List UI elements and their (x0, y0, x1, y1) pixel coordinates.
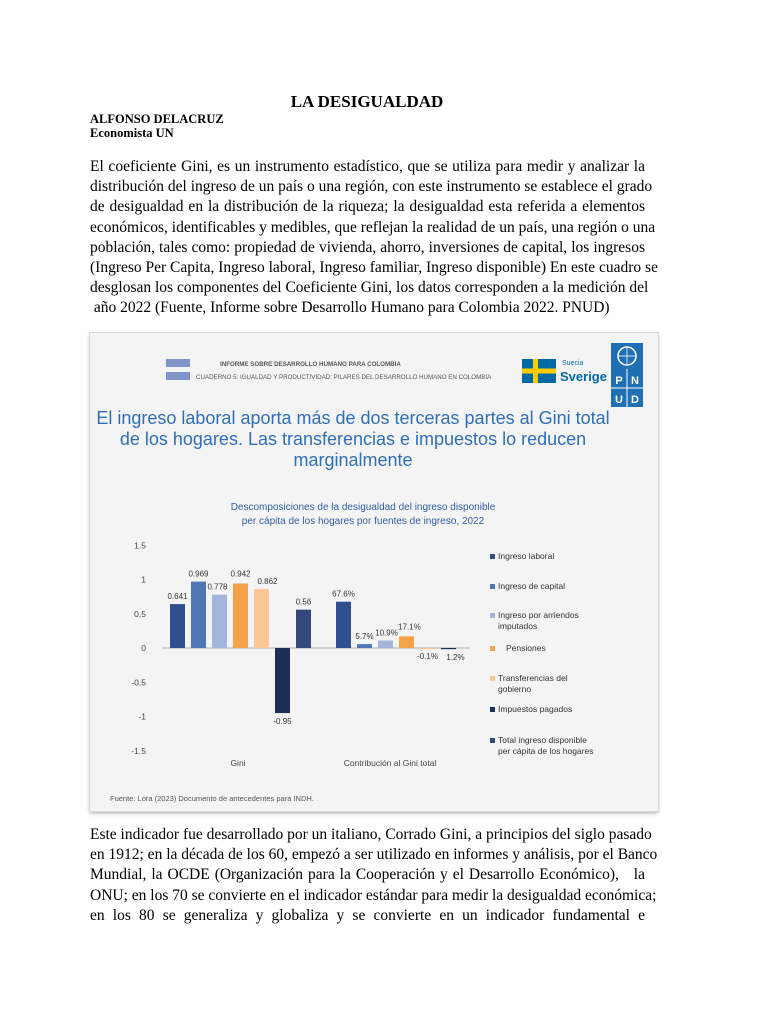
legend-label: per cápita de los hogares (498, 746, 594, 756)
sweden-small-text: Suecia (562, 360, 584, 367)
bar (399, 636, 414, 648)
chart-title-line-1: Descomposiciones de la desigualdad del ingreso disponible (230, 502, 496, 513)
text-line: ONU; en los 70 se convierte en el indicador estándar para medir la desigualdad económica; (90, 886, 657, 904)
bar (441, 648, 456, 649)
legend-swatch (490, 646, 495, 651)
text-line: económicos, identificables y medibles, que reflejan la realidad de un país, una región o una (90, 218, 656, 236)
text-line: en los 80 se generaliza y globaliza y se convierte en un indicador fundamental e (90, 906, 645, 924)
chart-title-line-2: per cápita de los hogares por fuentes de ingreso, 2022 (241, 516, 485, 527)
data-label: 0.641 (167, 592, 188, 602)
category-label: Contribución al Gini total (343, 758, 437, 768)
data-label: 0.56 (295, 597, 312, 607)
header-line-2: CUADERNO 5: IGUALDAD Y PRODUCTIVIDAD: PILARES DEL DESARROLLO HUMANO EN COLOMBIA (196, 374, 492, 381)
legend-swatch (490, 584, 495, 589)
data-label: -0.95 (273, 717, 292, 727)
legend-label: imputados (498, 621, 538, 631)
text-line: (Ingreso Per Capita, Ingreso laboral, Ingreso familiar, Ingreso disponible) En este cuadro se (90, 258, 658, 276)
legend-swatch (490, 613, 495, 618)
data-label: 0.942 (230, 569, 251, 579)
figure-headline-line-1: El ingreso laboral aporta más de dos terceras partes al Gini total (96, 408, 610, 428)
author-name: ALFONSO DELACRUZ (90, 112, 224, 126)
bar (254, 589, 269, 648)
bar (420, 648, 435, 649)
legend-label: Impuestos pagados (498, 704, 573, 714)
legend-label: Pensiones (506, 643, 546, 653)
undp-logo (611, 343, 643, 407)
bar (357, 644, 372, 648)
text-line: Este indicador fue desarrollado por un italiano, Corrado Gini, a principios del siglo pasado (90, 826, 652, 843)
legend-label: Transferencias del (498, 673, 568, 683)
category-label: Gini (230, 758, 246, 768)
legend-swatch (490, 676, 495, 681)
text-line: de desigualdad en la distribución de la riqueza; la desigualdad esta referida a elementos (90, 198, 645, 216)
sweden-big-text: Sverige (560, 369, 607, 384)
text-line: población, tales como: propiedad de vivienda, ahorro, inversiones de capital, los ingresos (90, 238, 645, 256)
document-title: LA DESIGUALDAD (290, 92, 444, 111)
data-label: 0.862 (257, 576, 278, 586)
y-tick-label: -1 (138, 711, 146, 722)
text-line: distribución del ingreso de un país o una región, con este instrumento se establece el grado (90, 178, 653, 196)
bar (336, 602, 351, 648)
data-label: 1.2% (446, 652, 465, 662)
y-tick-label: -0.5 (131, 677, 146, 688)
figure-gini-chart (90, 333, 658, 811)
x-axis (230, 758, 436, 768)
paragraph-intro (90, 157, 658, 319)
legend-label: Ingreso de capital (498, 581, 566, 591)
bar (296, 610, 311, 648)
undp-letter: U (615, 394, 623, 406)
author-block (90, 112, 224, 140)
bar (378, 641, 393, 648)
y-tick-label: -1.5 (131, 745, 146, 756)
text-line: El coeficiente Gini, es un instrumento estadístico, que se utiliza para medir y analizar la (90, 158, 645, 175)
bar (233, 583, 248, 648)
data-label: 0.778 (207, 582, 228, 592)
bar (212, 595, 227, 648)
legend-label: Total ingreso disponible (498, 735, 587, 745)
figure-headline-line-3: marginalmente (293, 450, 413, 470)
undp-letter: N (631, 375, 639, 387)
header-line-1: INFORME SOBRE DESARROLLO HUMANO PARA COLOMBIA (220, 361, 401, 368)
figure-source: Fuente: Lora (2023) Documento de antecedentes para INDH. (110, 794, 314, 803)
paragraph-history (90, 825, 658, 926)
y-axis (131, 540, 146, 756)
y-tick-label: 0 (141, 643, 146, 653)
text-line: Mundial, la OCDE (Organización para la Cooperación y el Desarrollo Económico), la (90, 866, 645, 884)
data-label: 10.9% (375, 628, 398, 638)
text-line: en 1912; en la década de los 60, empezó a ser utilizado en informes y análisis, por el Banco (90, 846, 658, 864)
author-role: Economista UN (90, 126, 174, 140)
figure-canvas (90, 333, 658, 811)
text-line: desglosan los componentes del Coeficiente Gini, los datos corresponden a la medición del (90, 279, 649, 297)
legend-label: gobierno (498, 684, 532, 694)
data-label: 5.7% (355, 632, 374, 642)
y-tick-label: 1 (141, 574, 146, 585)
bar (275, 648, 290, 713)
text-line: año 2022 (Fuente, Informe sobre Desarrollo Humano para Colombia 2022. PNUD) (90, 299, 610, 317)
y-tick-label: 0.5 (134, 608, 146, 619)
header-bar-icon (166, 372, 190, 380)
bar (191, 582, 206, 648)
data-label: 0.969 (188, 569, 209, 579)
data-label: 67.6% (332, 589, 355, 599)
y-tick-label: 1.5 (134, 540, 146, 551)
undp-letter: D (631, 394, 639, 406)
legend-label: Ingreso por arriendos (498, 610, 579, 620)
undp-letter: P (615, 375, 623, 387)
legend-swatch (490, 707, 495, 712)
figure-headline-line-2: de los hogares. Las transferencias e impuestos lo reducen (119, 429, 587, 449)
legend-label: Ingreso laboral (498, 551, 555, 561)
data-label: -0.1% (417, 652, 438, 662)
header-bar-icon (166, 359, 190, 367)
sweden-logo (522, 359, 607, 384)
chart-legend (490, 551, 593, 756)
data-label: 17.1% (398, 622, 421, 632)
legend-swatch (490, 738, 495, 743)
legend-swatch (490, 554, 495, 559)
bar (170, 604, 185, 648)
